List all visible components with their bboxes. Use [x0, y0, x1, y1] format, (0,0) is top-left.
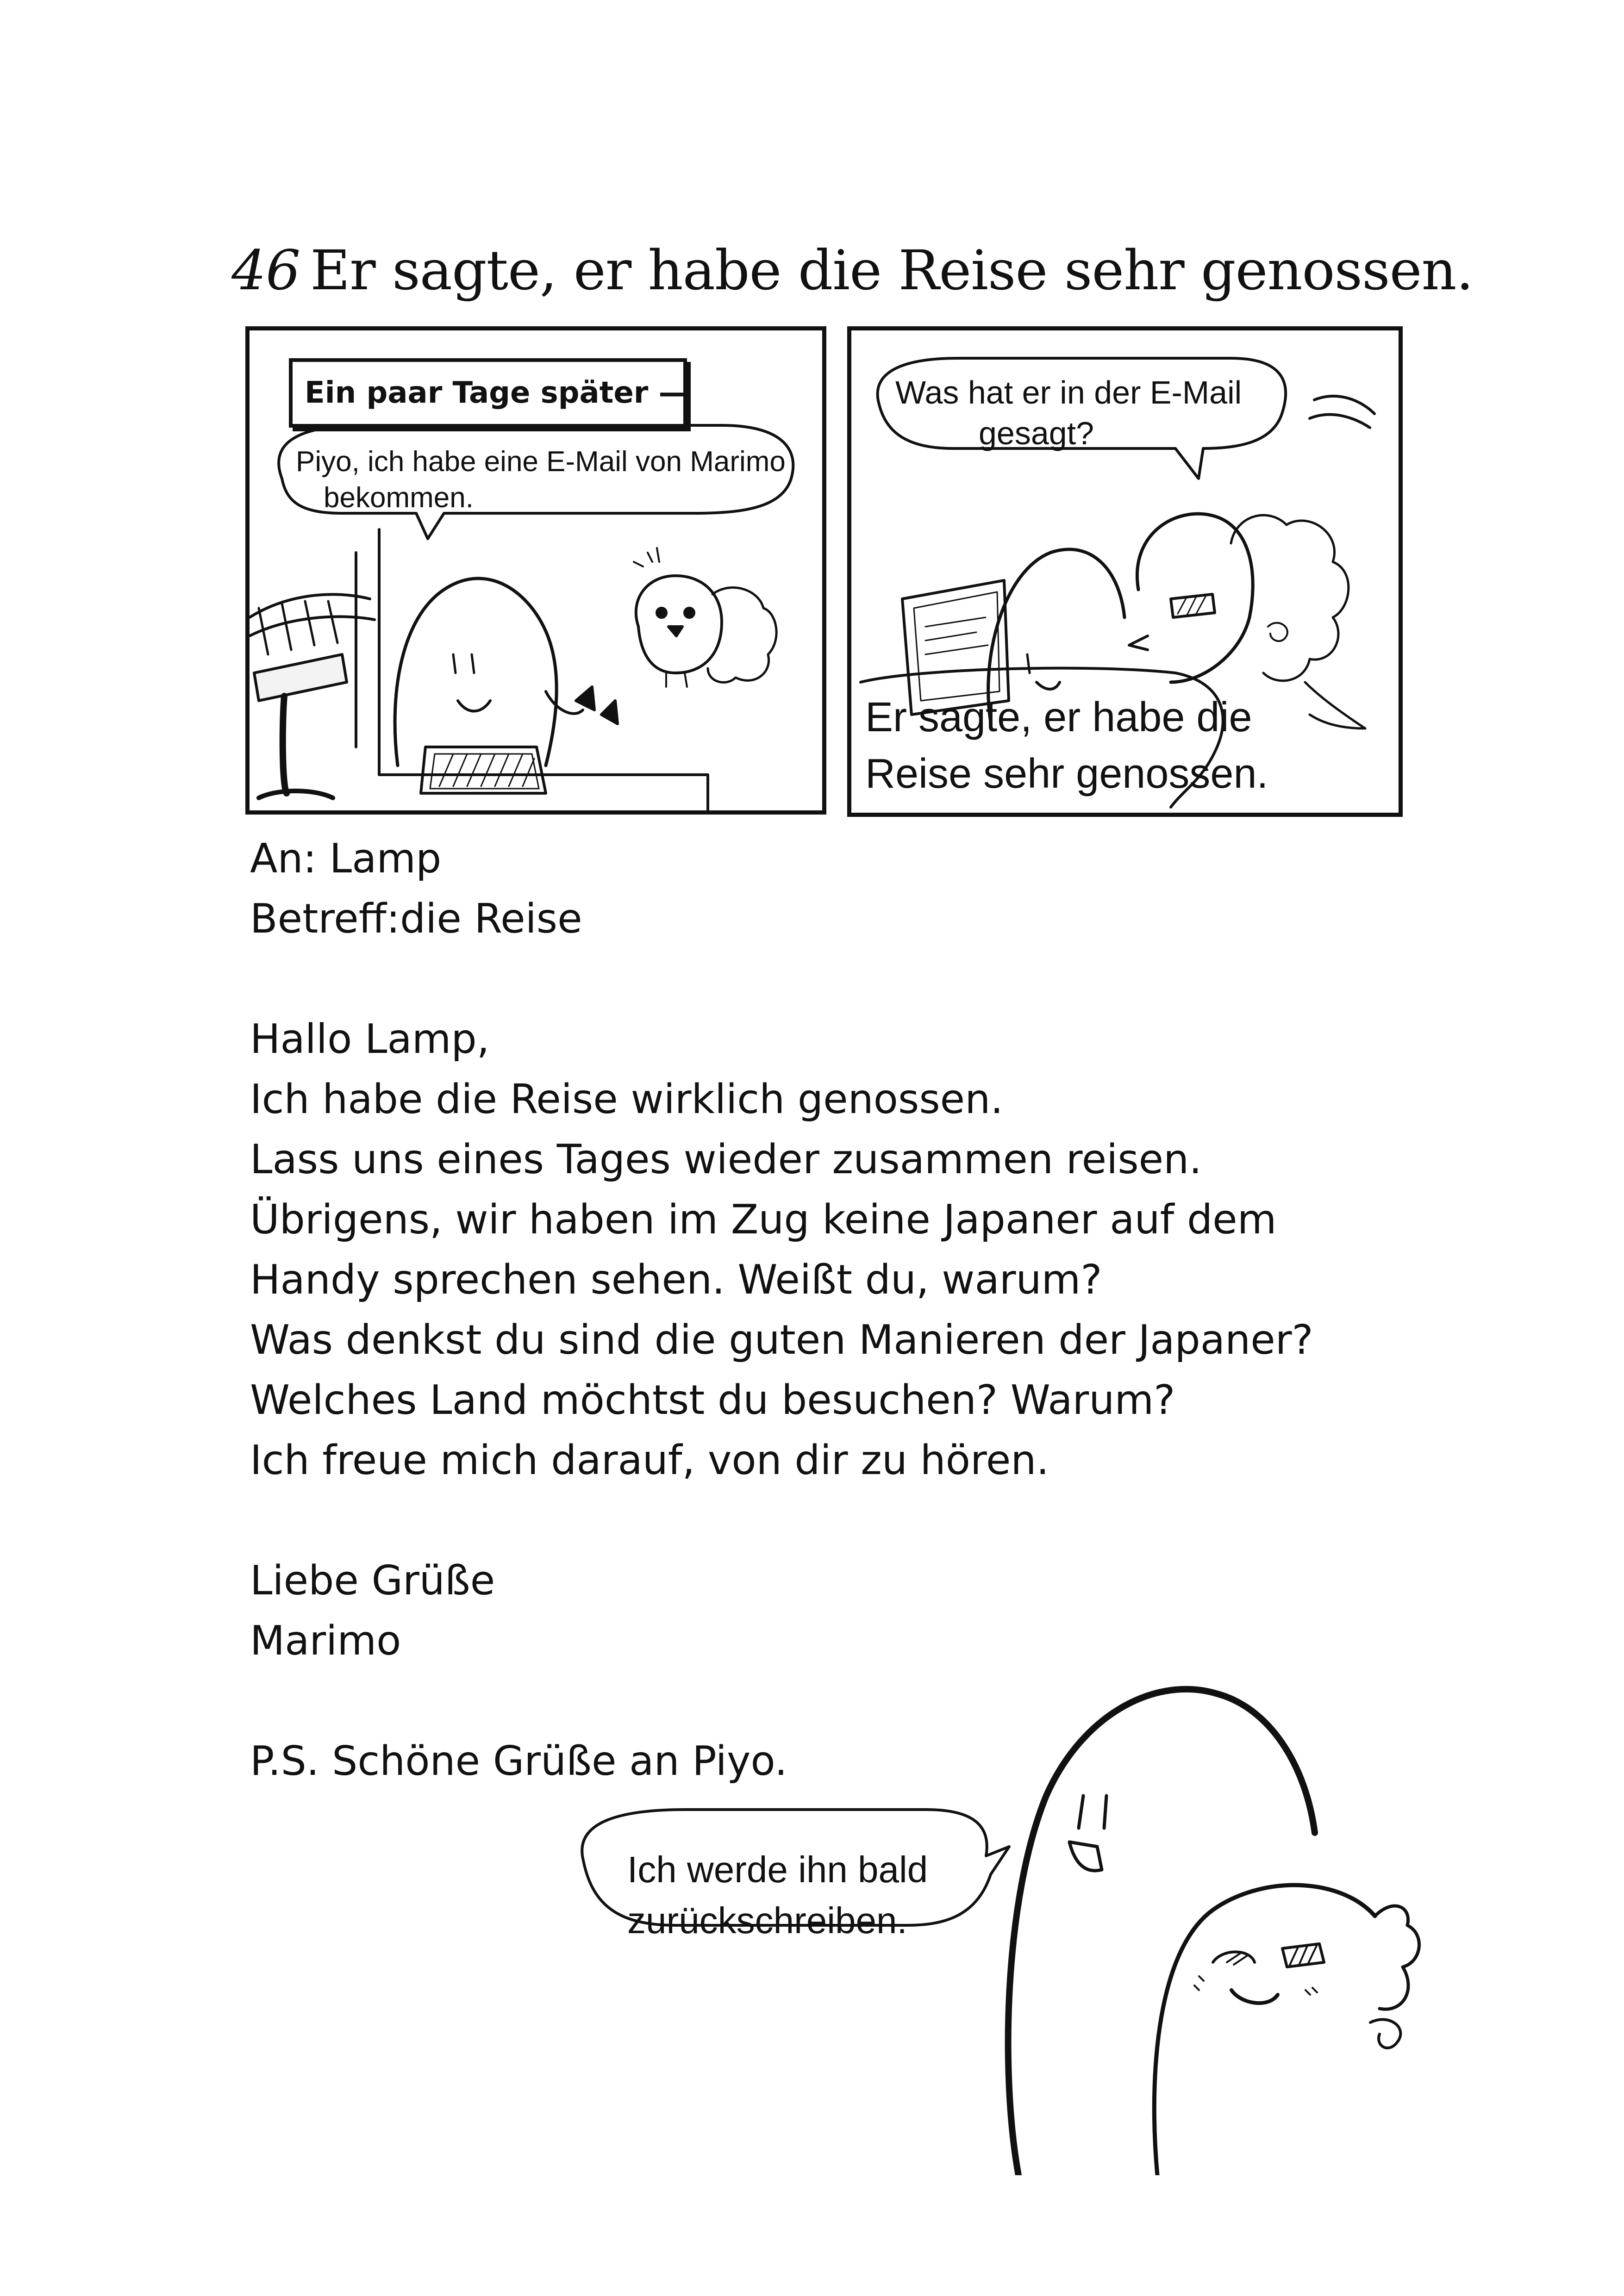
email-closing: Liebe Grüße — [250, 1557, 495, 1604]
email-signature: Marimo — [250, 1617, 401, 1664]
speech-line: bekommen. — [324, 482, 474, 514]
speech-text-2 — [895, 372, 1303, 454]
title-text: Er sagte, er habe die Reise sehr genossen. — [310, 238, 1473, 302]
speech-text-3 — [865, 689, 1328, 802]
email-recipient: An: Lamp — [250, 835, 442, 882]
speech-text-1 — [296, 444, 805, 516]
lesson-number: 46 — [231, 238, 300, 302]
email-subject: Betreff:die Reise — [250, 895, 582, 942]
speech-line: Was hat er in der E-Mail — [895, 374, 1242, 411]
email-body-line: Ich freue mich darauf, von dir zu hören. — [250, 1437, 1049, 1484]
comic-panel-1 — [245, 326, 826, 815]
email-body-line: Lass uns eines Tages wieder zusammen reisen. — [250, 1136, 1202, 1183]
speech-line: zurückschreiben. — [627, 1900, 907, 1941]
email-body-line: Übrigens, wir haben im Zug keine Japaner auf dem — [250, 1196, 1277, 1243]
email-body-line: Handy sprechen sehen. Weißt du, warum? — [250, 1256, 1102, 1303]
email-body-line: Ich habe die Reise wirklich genossen. — [250, 1076, 1004, 1123]
speech-line: Reise sehr genossen. — [865, 751, 1268, 797]
speech-line: Er sagte, er habe die — [865, 694, 1252, 740]
caption-box: Ein paar Tage später — — [289, 358, 687, 428]
comic-panel-2 — [847, 326, 1403, 817]
page-title — [231, 238, 1473, 302]
speech-line: gesagt? — [979, 415, 1094, 451]
email-body-line: Welches Land möchtst du besuchen? Warum? — [250, 1376, 1175, 1424]
speech-line: Piyo, ich habe eine E-Mail von Marimo — [296, 446, 786, 478]
speech-line: Ich werde ihn bald — [627, 1849, 928, 1890]
email-body-line: Was denkst du sind die guten Manieren der Japaner? — [250, 1316, 1313, 1363]
email-letter — [250, 828, 1313, 1791]
email-postscript: P.S. Schöne Grüße an Piyo. — [250, 1737, 787, 1785]
email-greeting: Hallo Lamp, — [250, 1015, 490, 1063]
speech-text-4 — [627, 1844, 928, 1946]
